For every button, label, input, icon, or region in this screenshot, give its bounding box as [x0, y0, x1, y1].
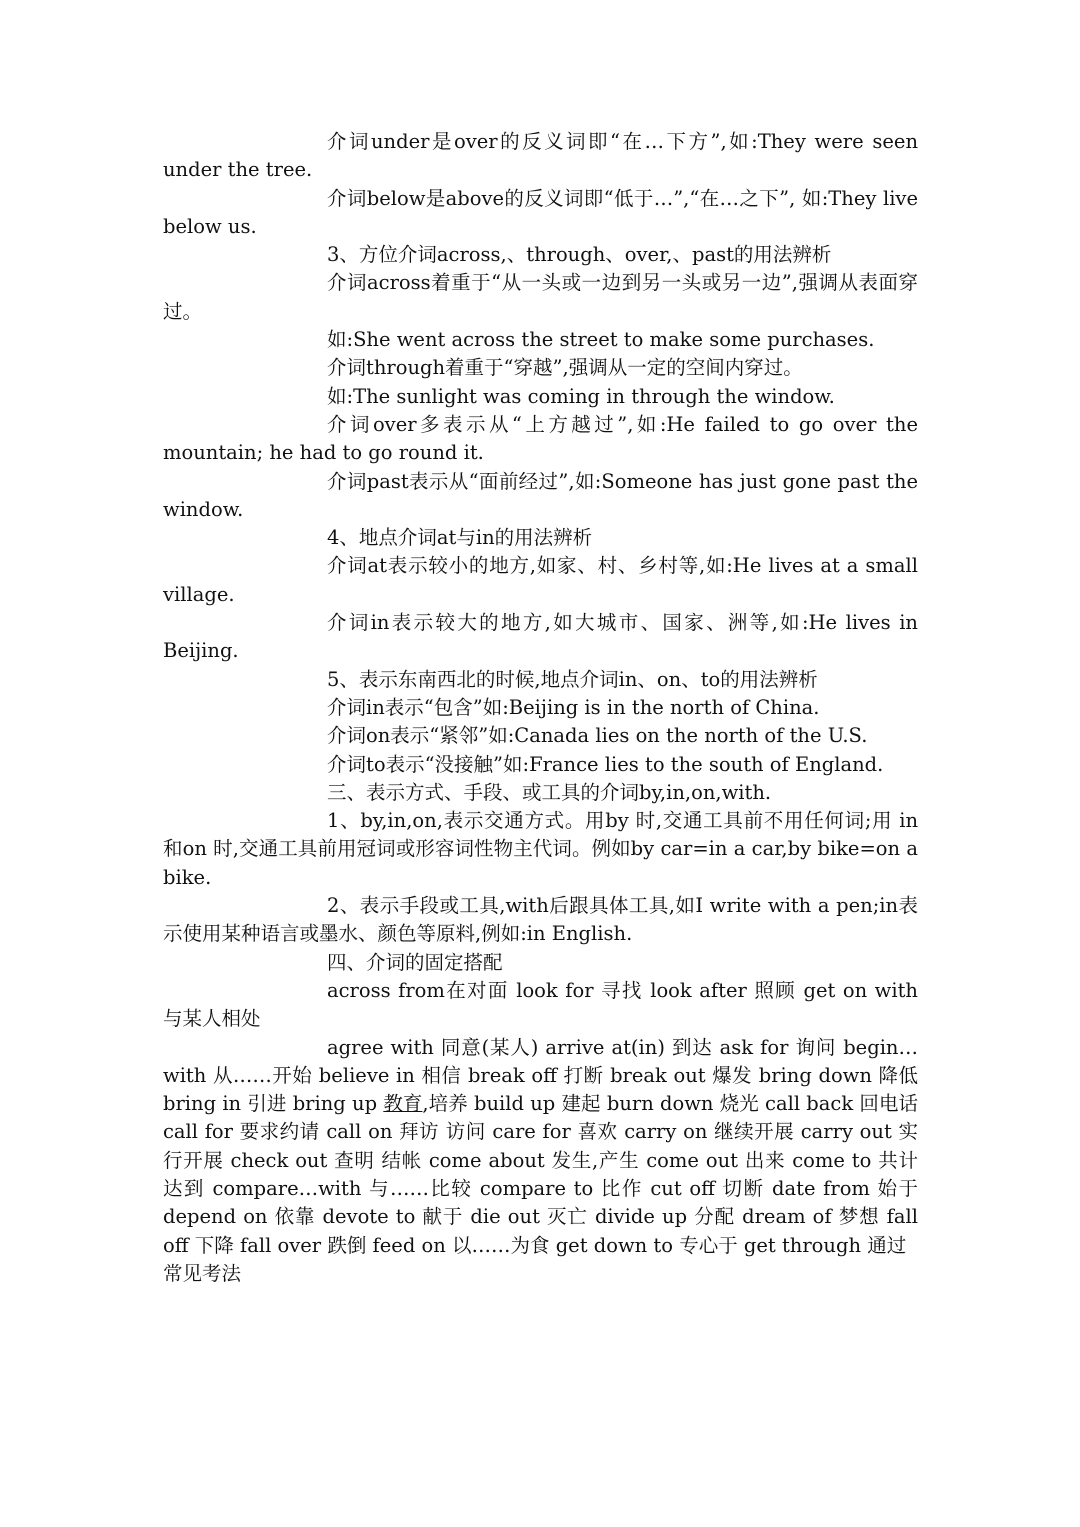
section-heading: 5、表示东南西北的时候,地点介词in、on、to的用法辨析 — [327, 667, 818, 691]
collocation-text: ,培养 build up 建起 burn down 烧光 call back 回电话 call for 要求约请 call on 拜访 访问 care for 喜欢 carry on 继续开展 carry out 实行开展 check out 查明 结帐 come about 发生,产生 come out 出来 come to 共计 达到 compare…with 与……比较 compare to 比作 cut off 切断 date from 始于 depend on 依靠 devote to 献于 die out 灭亡 divide up 分配 dream of 梦想 fall off 下降 fall over 跌倒 feed on 以……为食 get down to 专心于 get through 通过 — [163, 1092, 918, 1257]
paragraph: 2、表示手段或工具,with后跟具体工具,如I write with a pen;in表示使用某种语言或墨水、颜色等原料,例如:in English. — [163, 894, 918, 946]
section-heading: 4、地点介词at与in的用法辨析 — [327, 526, 593, 550]
paragraph: 介词past表示从“面前经过”,如:Someone has just gone past the window. — [163, 469, 918, 521]
document-body — [163, 128, 918, 1288]
paragraph: 介词in表示“包含”如:Beijing is in the north of China. — [327, 695, 820, 719]
paragraph: 介词on表示“紧邻”如:Canada lies on the north of the U.S. — [327, 724, 868, 748]
paragraph: 介词under是over的反义词即“在…下方”,如:They were seen under the tree. — [163, 130, 918, 182]
paragraph: 1、by,in,on,表示交通方式。用by 时,交通工具前不用任何词;用 in和on 时,交通工具前用冠词或形容词性物主代词。例如by car=in a car,by bike=on a bike. — [163, 809, 918, 889]
collocation-list — [163, 1034, 918, 1260]
section-heading: 3、方位介词across,、through、over,、past的用法辨析 — [327, 243, 832, 267]
example-sentence: 如:The sunlight was coming in through the window. — [327, 384, 835, 408]
section-heading: 三、表示方式、手段、或工具的介词by,in,on,with. — [327, 780, 772, 804]
paragraph: 介词over多表示从“上方越过”,如:He failed to go over the mountain; he had to go round it. — [163, 412, 918, 465]
paragraph: 介词to表示“没接触”如:France lies to the south of England. — [327, 752, 884, 776]
footer-heading: 常见考法 — [163, 1261, 242, 1285]
paragraph: 介词across着重于“从一头或一边到另一头或另一边”,强调从表面穿过。 — [163, 271, 918, 323]
hyperlink-jiaoyu[interactable]: 教育 — [383, 1092, 423, 1116]
paragraph: 介词in表示较大的地方,如大城市、国家、洲等,如:He lives in Beijing. — [163, 611, 918, 663]
section-heading: 四、介词的固定搭配 — [327, 950, 503, 974]
collocation-text: agree with 同意(某人) arrive at(in) 到达 ask for 询问 begin…with 从……开始 believe in 相信 break off 打断 break out 爆发 bring down 降低 bring in 引进 bring up — [163, 1035, 918, 1116]
collocation-list: across from在对面 look for 寻找 look after 照顾 get on with 与某人相处 — [163, 978, 918, 1031]
paragraph: 介词through着重于“穿越”,强调从一定的空间内穿过。 — [327, 356, 803, 380]
example-sentence: 如:She went across the street to make some purchases. — [327, 328, 875, 352]
paragraph: 介词below是above的反义词即“低于…”,“在…之下”, 如:They live below us. — [163, 186, 918, 238]
paragraph: 介词at表示较小的地方,如家、村、乡村等,如:He lives at a small village. — [163, 554, 918, 606]
